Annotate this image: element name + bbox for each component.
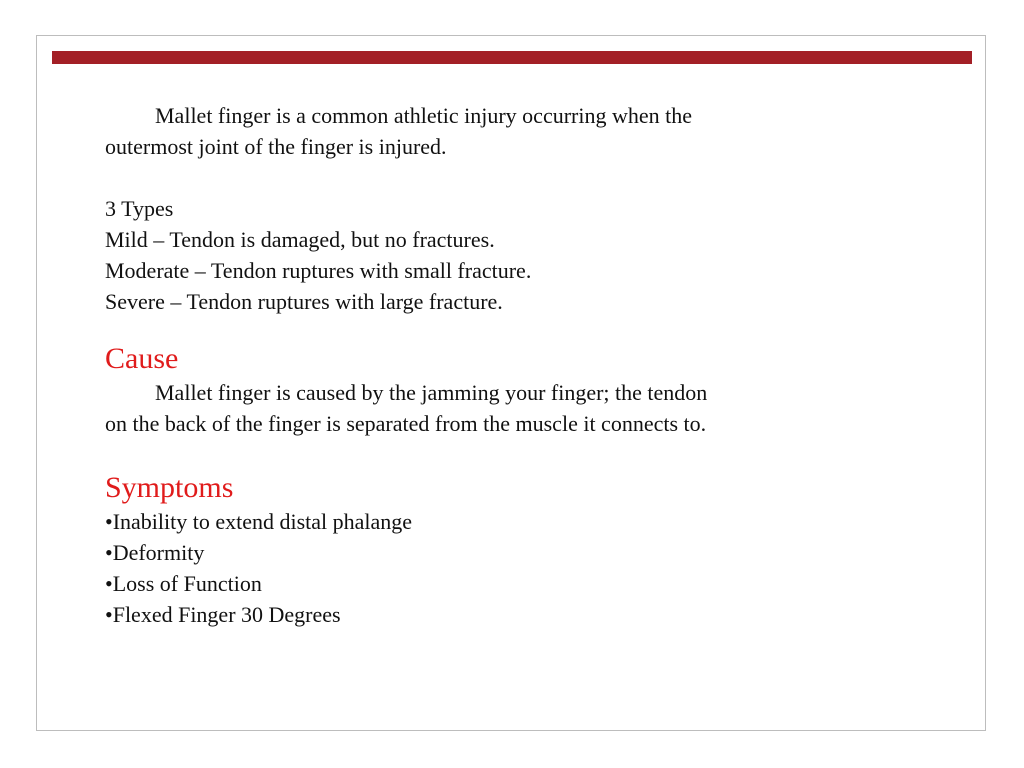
spacer (105, 439, 945, 470)
symptom-item: •Inability to extend distal phalange (105, 509, 413, 534)
intro-line-1: Mallet finger is a common athletic injury occurring when the (155, 103, 693, 128)
symptom-item: •Deformity (105, 540, 205, 565)
type-item-severe: Severe – Tendon ruptures with large fracture. (105, 289, 503, 314)
cause-heading: Cause (105, 342, 179, 375)
accent-bar (52, 51, 972, 64)
spacer (105, 317, 945, 341)
cause-line-2: on the back of the finger is separated from the muscle it connects to. (105, 411, 707, 436)
slide-content (105, 100, 945, 630)
cause-line-1: Mallet finger is caused by the jamming your finger; the tendon (155, 380, 708, 405)
type-item-mild: Mild – Tendon is damaged, but no fractures. (105, 227, 495, 252)
symptoms-heading: Symptoms (105, 471, 234, 504)
types-heading: 3 Types (105, 196, 174, 221)
symptom-item: •Loss of Function (105, 571, 262, 596)
symptom-item: •Flexed Finger 30 Degrees (105, 602, 341, 627)
intro-line-2: outermost joint of the finger is injured. (105, 134, 447, 159)
spacer (105, 162, 945, 193)
type-item-moderate: Moderate – Tendon ruptures with small fracture. (105, 258, 532, 283)
